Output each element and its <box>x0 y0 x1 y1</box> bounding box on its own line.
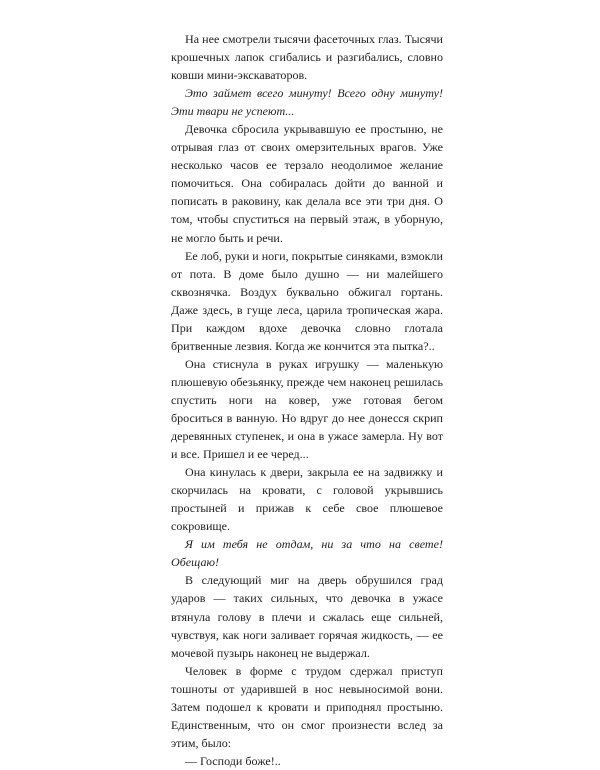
italic-thought: Я им тебя не отдам, ни за что на свете! Обещаю! <box>171 537 443 570</box>
paragraph: В следующий миг на дверь обрушился град ударов — таких сильных, что девочка в ужасе втянула голову в плечи и сжалась еще сильней, чувствуя, как ноги заливает горячая жидкость, — ее мочевой пузырь наконец не выдержал. <box>171 573 443 660</box>
paragraph: Она стиснула в руках игрушку — маленькую плюшевую обезьянку, прежде чем наконец решилась спустить ноги на ковер, уже готовая бегом броситься в ванную. Но вдруг до нее донесся скрип деревянных ступенек, и она в ужасе замерла. Ну вот и все. Пришел и ее черед... <box>171 356 443 462</box>
page-text <box>171 30 443 770</box>
italic-thought: Это займет всего минуту! Всего одну минуту! Эти твари не успеют... <box>171 86 443 119</box>
paragraph: Девочка сбросила укрывавшую ее простыню, не отрывая глаз от своих омерзительных врагов. Уже несколько часов ее терзало неодолимое желание помочиться. Она собиралась дойти до ванной и пописать в раковину, как делала все эти три дня. О том, чтобы спуститься на первый этаж, в уборную, не могло быть и речи. <box>171 122 443 245</box>
paragraph: На нее смотрели тысячи фасеточных глаз. Тысячи крошечных лапок сгибались и разгибались, словно ковши мини-экскаваторов. <box>171 32 443 83</box>
dialogue-line: — Господи боже!.. <box>185 753 281 768</box>
paragraph: Она кинулась к двери, закрыла ее на задвижку и скорчилась на кровати, с головой укрывшись простыней и прижав к себе свое плюшевое сокровище. <box>171 465 443 534</box>
paragraph: Человек в форме с трудом сдержал приступ тошноты от ударившей в нос невыносимой вони. Затем подошел к кровати и приподнял простыню. Единственным, что он смог произнести вслед за этим, было: <box>171 663 443 750</box>
paragraph: Ее лоб, руки и ноги, покрытые синяками, взмокли от пота. В доме было душно — ни малейшего сквознячка. Воздух буквально обжигал гортань. Даже здесь, в гуще леса, царила тропическая жара. При каждом вдохе девочка словно глотала бритвенные лезвия. Когда же кончится эта пытка?.. <box>171 248 443 353</box>
